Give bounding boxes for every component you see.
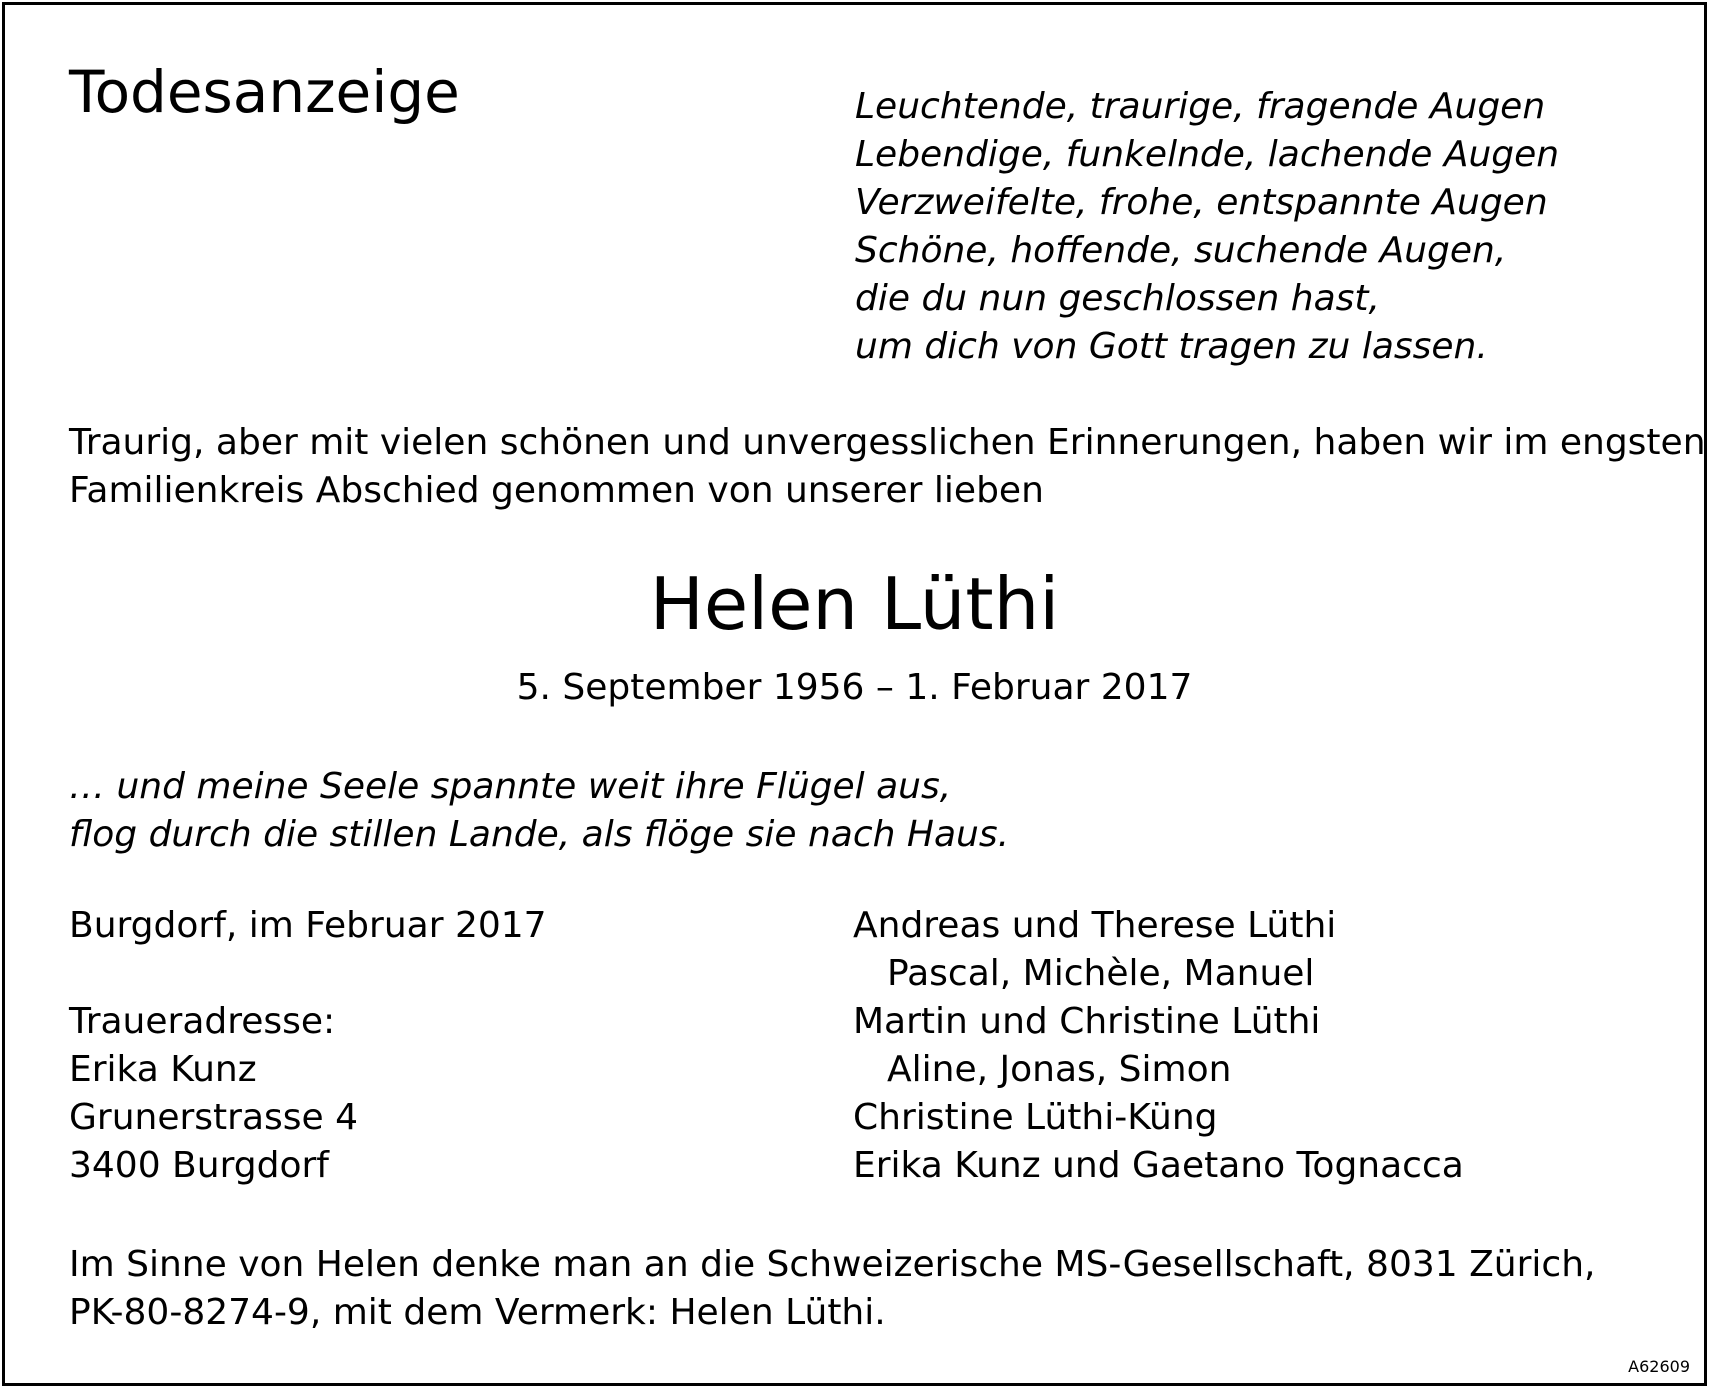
poem bbox=[855, 83, 1559, 371]
notice-title: Todesanzeige bbox=[69, 58, 460, 126]
intro-line: Familienkreis Abschied genommen von unserer lieben bbox=[69, 470, 1044, 511]
family-member: Andreas und Therese Lüthi bbox=[853, 905, 1337, 946]
quote-line: flog durch die stillen Lande, als flöge sie nach Haus. bbox=[69, 814, 1010, 855]
mourning-address bbox=[69, 998, 358, 1190]
family-member: Christine Lüthi-Küng bbox=[853, 1097, 1218, 1138]
family-member: Aline, Jonas, Simon bbox=[887, 1049, 1232, 1090]
poem-line: um dich von Gott tragen zu lassen. bbox=[855, 326, 1488, 367]
intro-line: Traurig, aber mit vielen schönen und unvergesslichen Erinnerungen, haben wir im engsten bbox=[69, 422, 1706, 463]
donation-line: PK-80-8274-9, mit dem Vermerk: Helen Lüthi. bbox=[69, 1292, 886, 1333]
family-member: Erika Kunz und Gaetano Tognacca bbox=[853, 1145, 1464, 1186]
place-date: Burgdorf, im Februar 2017 bbox=[69, 905, 547, 946]
address-street: Grunerstrasse 4 bbox=[69, 1097, 359, 1138]
deceased-name: Helen Lüthi bbox=[649, 562, 1060, 646]
quote bbox=[69, 763, 1009, 859]
reference-code: A62609 bbox=[1628, 1357, 1690, 1376]
donation-note bbox=[69, 1241, 1595, 1337]
family-member: Pascal, Michèle, Manuel bbox=[887, 953, 1315, 994]
address-name: Erika Kunz bbox=[69, 1049, 257, 1090]
life-dates: 5. September 1956 – 1. Februar 2017 bbox=[516, 667, 1193, 708]
obituary-notice bbox=[2, 2, 1707, 1386]
poem-line: Verzweifelte, frohe, entspannte Augen bbox=[855, 182, 1548, 223]
poem-line: Schöne, hoffende, suchende Augen, bbox=[855, 230, 1507, 271]
family-member: Martin und Christine Lüthi bbox=[853, 1001, 1321, 1042]
family-list bbox=[853, 902, 1464, 1190]
donation-line: Im Sinne von Helen denke man an die Schweizerische MS-Gesellschaft, 8031 Zürich, bbox=[69, 1244, 1596, 1285]
quote-line: … und meine Seele spannte weit ihre Flügel aus, bbox=[69, 766, 952, 807]
poem-line: die du nun geschlossen hast, bbox=[855, 278, 1380, 319]
intro-text bbox=[69, 419, 1706, 515]
poem-line: Leuchtende, traurige, fragende Augen bbox=[855, 86, 1546, 127]
poem-line: Lebendige, funkelnde, lachende Augen bbox=[855, 134, 1560, 175]
address-label: Traueradresse: bbox=[69, 1001, 336, 1042]
address-city: 3400 Burgdorf bbox=[69, 1145, 329, 1186]
